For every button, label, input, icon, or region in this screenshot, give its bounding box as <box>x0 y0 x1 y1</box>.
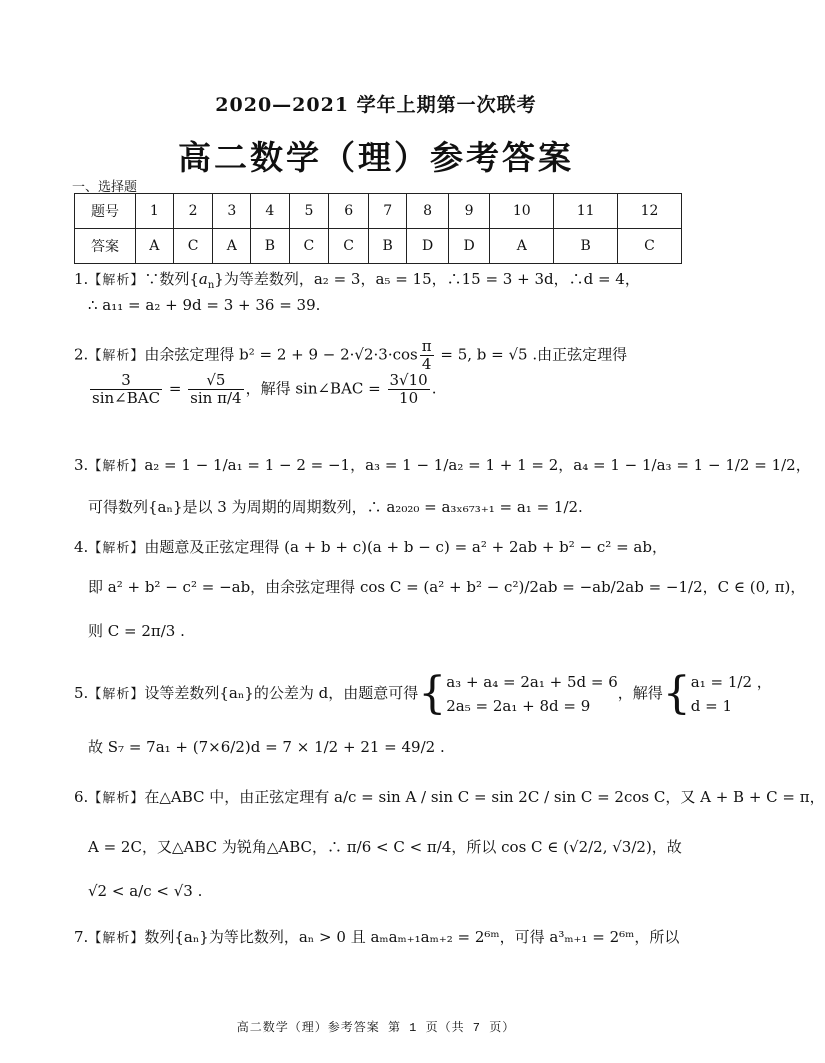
equation-system: a₃ + a₄ = 2a₁ + 5d = 6 2a₅ = 2a₁ + 8d = 9 <box>446 673 618 715</box>
left-brace: { <box>418 668 447 719</box>
answer-cell: C <box>173 229 213 264</box>
solution-number: 2. <box>74 345 89 364</box>
answer-cell: A <box>490 229 554 264</box>
question-number: 8 <box>407 194 449 229</box>
answer-cell: C <box>618 229 682 264</box>
solution-2-line-1 <box>74 338 627 373</box>
answer-cell: D <box>407 229 449 264</box>
solution-4-line-3: 则 C = 2π/3 . <box>88 622 185 640</box>
solution-text: ∵数列 <box>144 270 190 288</box>
pi-over-4-fraction: $\frac{\pi}{4}$ <box>421 337 432 373</box>
answer-cell: C <box>289 229 329 264</box>
solution-1-line-2: ∴ a₁₁ = a₂ + 9d = 3 + 36 = 39. <box>88 296 321 314</box>
answer-table <box>74 193 682 264</box>
solution-number: 1. <box>74 270 89 288</box>
fraction: $\frac{√5}{\text{sin π/4}}$ <box>190 371 242 407</box>
answer-cell: B <box>554 229 618 264</box>
question-number: 12 <box>618 194 682 229</box>
solution-6-line-2: A = 2C，又△ABC 为锐角△ABC，∴ π/6 < C < π/4，所以 cos C ∈ (√2/2, √3/2)，故 <box>88 838 682 856</box>
solution-system: a₁ = 1/2 ， d = 1 <box>690 673 772 715</box>
question-number: 9 <box>448 194 490 229</box>
solution-5-line-1 <box>74 670 772 718</box>
question-number-row <box>75 194 682 229</box>
solution-number: 6. <box>74 788 89 806</box>
answer-cell: B <box>369 229 407 264</box>
solution-number: 4. <box>74 538 89 556</box>
question-number: 3 <box>213 194 251 229</box>
solution-text: 设等差数列{aₙ}的公差为 d，由题意可得 <box>144 684 419 702</box>
question-number: 7 <box>369 194 407 229</box>
question-number: 6 <box>329 194 369 229</box>
analysis-tag: 【解析】 <box>88 541 145 556</box>
solution-3-line-1 <box>74 458 811 473</box>
solution-number: 3. <box>74 456 89 474</box>
section-heading: 一、选择题 <box>72 180 138 195</box>
solution-formula: 由题意及正弦定理得 (a + b + c)(a + b − c) = a² + 2ab + b² − c² = ab， <box>144 538 667 556</box>
solution-formula: = 5, b = √5 .由正弦定理得 <box>435 345 628 364</box>
question-label: 题号 <box>75 194 136 229</box>
fraction: $\frac{3√10}{10}$ <box>389 371 428 407</box>
answer-cell: A <box>136 229 174 264</box>
analysis-tag: 【解析】 <box>88 791 145 806</box>
question-number: 2 <box>173 194 213 229</box>
solution-1-line-1: 1.【解析】∵数列$\{a_n\}$为等差数列，a₂ = 3，a₅ = 15，∴15 = 3 + 3d，∴d = 4， <box>74 270 640 291</box>
answer-cell: C <box>329 229 369 264</box>
answer-row <box>75 229 682 264</box>
solution-number: 5. <box>74 684 89 702</box>
solution-formula: 数列{aₙ}为等比数列，aₙ > 0 且 aₘaₘ₊₁aₘ₊₂ = 2⁶ᵐ，可得 a³ₘ₊₁ = 2⁶ᵐ，所以 <box>144 928 680 946</box>
answer-cell: D <box>448 229 490 264</box>
question-number: 5 <box>289 194 329 229</box>
solution-formula: 由余弦定理得 b² = 2 + 9 − 2·√2·3·cos <box>144 345 418 364</box>
solution-text: ，解得 sin∠BAC = <box>245 379 386 398</box>
solution-4-line-2: 即 a² + b² − c² = −ab，由余弦定理得 cos C = (a² + b² − c²)/2ab = −ab/2ab = −1/2，C ∈ (0, π)， <box>88 578 806 596</box>
page-footer: 高二数学（理）参考答案 第 1 页（共 7 页） <box>236 1021 516 1035</box>
analysis-tag: 【解析】 <box>88 459 145 474</box>
question-number: 1 <box>136 194 174 229</box>
question-number: 11 <box>554 194 618 229</box>
analysis-tag: 【解析】 <box>88 931 145 946</box>
solution-formula: 在△ABC 中，由正弦定理有 a/c = sin A / sin C = sin 2C / sin C = 2cos C，又 A + B + C = π， <box>144 788 825 806</box>
solution-text: ，解得 <box>617 684 663 702</box>
solution-5-line-2: 故 S₇ = 7a₁ + (7×6/2)d = 7 × 1/2 + 21 = 49/2 . <box>88 738 445 756</box>
solution-2-line-2: $\frac{3}{\text{sin∠BAC}}$ = $\frac{√5}{\text{sin π/4}}$ ，解得 sin∠BAC = $\frac{3√10}{10}$ . <box>92 371 437 407</box>
solution-formula: a₂ = 1 − 1/a₁ = 1 − 2 = −1，a₃ = 1 − 1/a₂ = 1 + 1 = 2，a₄ = 1 − 1/a₃ = 1 − 1/2 = 1/2， <box>144 456 811 474</box>
analysis-tag: 【解析】 <box>88 273 145 288</box>
exam-title: 2020—2021 学年上期第一次联考 <box>215 94 537 116</box>
solution-text: 为等差数列， <box>223 270 314 288</box>
solution-number: 7. <box>74 928 89 946</box>
solution-6-line-1 <box>74 790 825 805</box>
analysis-tag: 【解析】 <box>88 348 145 364</box>
answer-cell: B <box>251 229 289 264</box>
fraction: $\frac{3}{\text{sin∠BAC}}$ <box>92 371 161 407</box>
analysis-tag: 【解析】 <box>88 687 145 702</box>
page-title: 高二数学（理）参考答案 <box>178 138 574 177</box>
question-number: 4 <box>251 194 289 229</box>
solution-6-line-3: √2 < a/c < √3 . <box>88 882 203 900</box>
solution-7-line-1 <box>74 930 679 945</box>
solution-formula: a₂ = 3，a₅ = 15，∴15 = 3 + 3d，∴d = 4， <box>313 270 640 288</box>
answer-cell: A <box>213 229 251 264</box>
left-brace: { <box>662 668 691 719</box>
answer-label: 答案 <box>75 229 136 264</box>
solution-4-line-1 <box>74 540 667 555</box>
question-number: 10 <box>490 194 554 229</box>
solution-3-line-2: 可得数列{aₙ}是以 3 为周期的周期数列，∴ a₂₀₂₀ = a₃ₓ₆₇₃₊₁ = a₁ = 1/2. <box>88 498 583 516</box>
